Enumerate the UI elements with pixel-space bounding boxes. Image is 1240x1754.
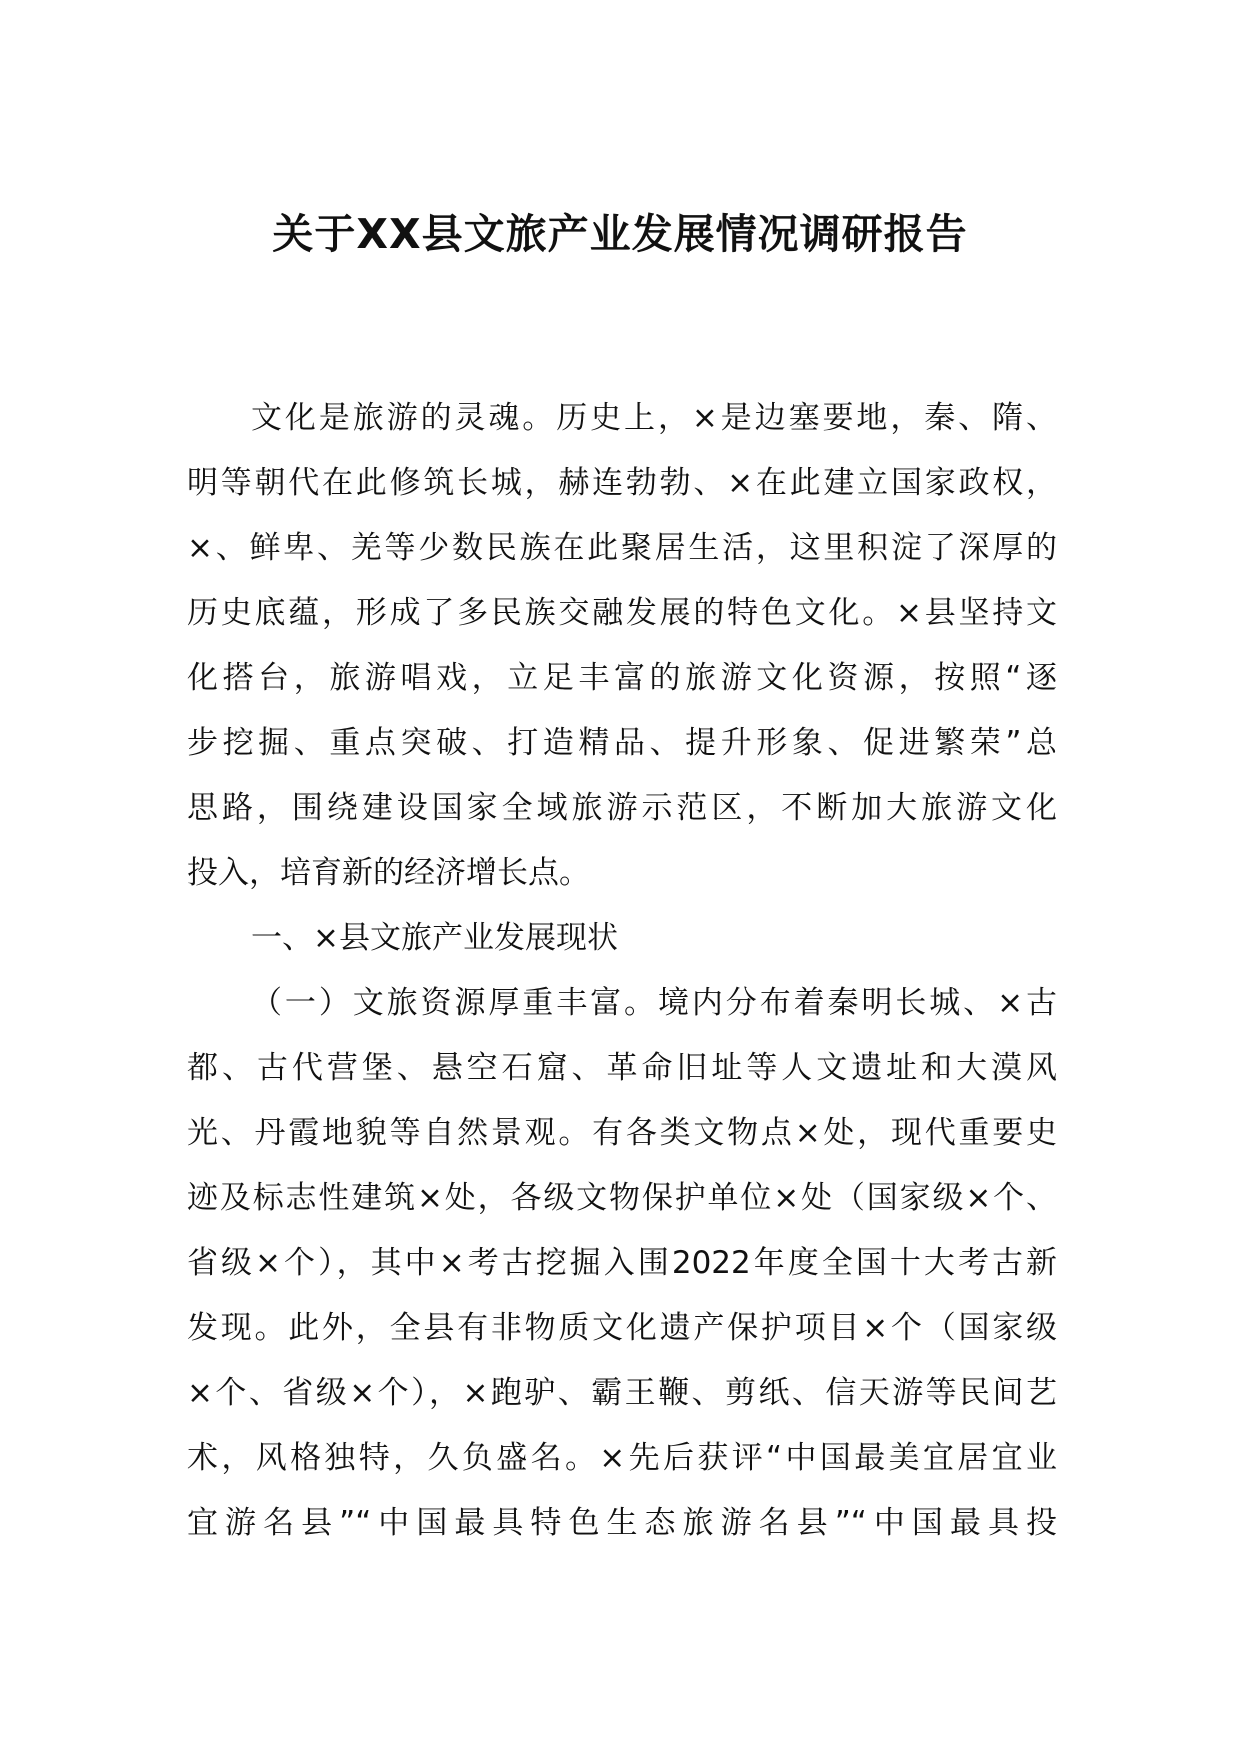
paragraph-intro-line: 化搭台，旅游唱戏，立足丰富的旅游文化资源，按照“逐: [187, 660, 1057, 696]
paragraph-resources-line: 宜游名县”“中国最具特色生态旅游名县”“中国最具投: [187, 1505, 1057, 1541]
document-title: 关于XX县文旅产业发展情况调研报告: [272, 210, 968, 258]
paragraph-intro-line: 投入，培育新的经济增长点。: [187, 855, 590, 891]
paragraph-resources-line: 省级×个），其中×考古挖掘入围2022年度全国十大考古新: [187, 1245, 1057, 1281]
paragraph-intro-line: ×、鲜卑、羌等少数民族在此聚居生活，这里积淀了深厚的: [187, 530, 1057, 566]
paragraph-resources-line: ×个、省级×个），×跑驴、霸王鞭、剪纸、信天游等民间艺: [187, 1375, 1057, 1411]
paragraph-resources-line: （一）文旅资源厚重丰富。境内分布着秦明长城、×古: [251, 985, 1057, 1021]
paragraph-resources-line: 迹及标志性建筑×处，各级文物保护单位×处（国家级×个、: [187, 1180, 1057, 1216]
paragraph-resources-line: 发现。此外，全县有非物质文化遗产保护项目×个（国家级: [187, 1310, 1057, 1346]
document-body: [187, 386, 1057, 1556]
paragraph-resources-line: 都、古代营堡、悬空石窟、革命旧址等人文遗址和大漠风: [187, 1050, 1057, 1086]
paragraph-intro-line: 明等朝代在此修筑长城，赫连勃勃、×在此建立国家政权，: [187, 465, 1057, 501]
paragraph-intro-line: 思路，围绕建设国家全域旅游示范区，不断加大旅游文化: [187, 790, 1057, 826]
paragraph-resources-line: 光、丹霞地貌等自然景观。有各类文物点×处，现代重要史: [187, 1115, 1057, 1151]
paragraph-intro-line: 步挖掘、重点突破、打造精品、提升形象、促进繁荣”总: [187, 725, 1057, 761]
paragraph-intro-line: 历史底蕴，形成了多民族交融发展的特色文化。×县坚持文: [187, 595, 1057, 631]
paragraph-intro-line: 文化是旅游的灵魂。历史上，×是边塞要地，秦、隋、: [251, 400, 1057, 436]
paragraph-resources-line: 术，风格独特，久负盛名。×先后获评“中国最美宜居宜业: [187, 1440, 1057, 1476]
section-heading: 一、×县文旅产业发展现状: [251, 920, 618, 956]
